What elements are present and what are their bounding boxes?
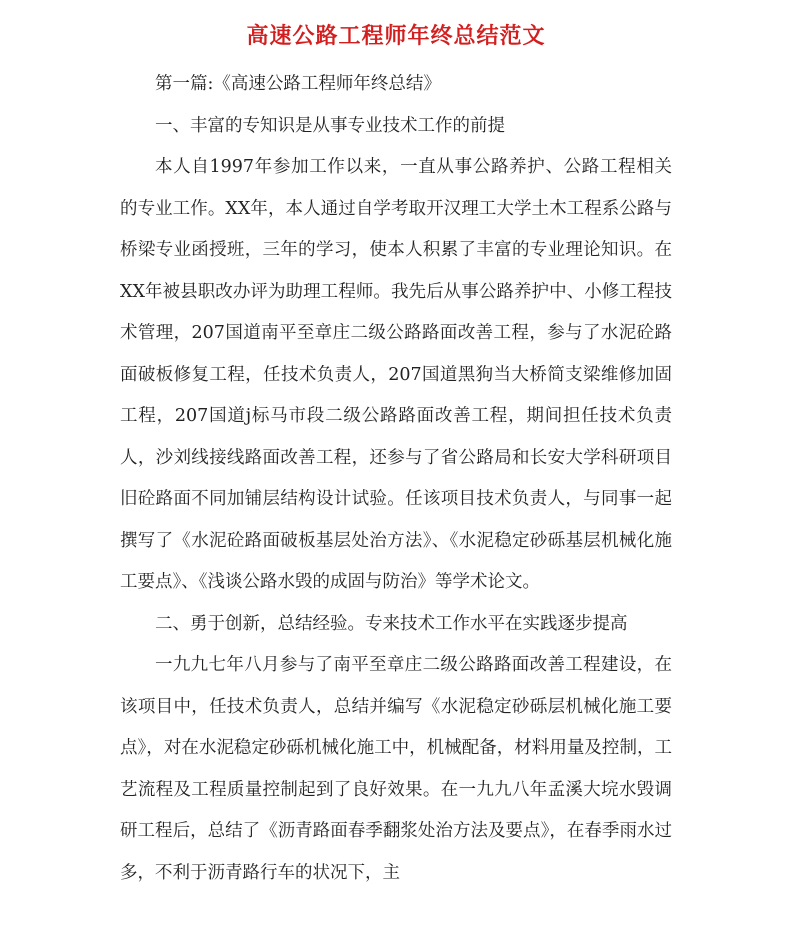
body-paragraph-2: 一九九七年八月参与了南平至章庄二级公路路面改善工程建设，在该项目中，任技术负责人，总结并编写《水泥稳定砂砾层机械化施工要点》，对在水泥稳定砂砾机械化施工中，机械配备，材料用量及控制，工艺流程及工程质量控制起到了良好效果。在一九九八年孟溪大垸水毁调研工程后，总结了《沥青路面春季翻浆处治方法及要点》，在春季雨水过多，不利于沥青路行车的状况下，主 xyxy=(120,655,672,883)
body-paragraph-1: 本人自1997年参加工作以来，一直从事公路养护、公路工程相关的专业工作。XX年，本人通过自学考取开汉理工大学土木工程系公路与桥梁专业函授班，三年的学习，使本人积累了丰富的专业理论知识。在XX年被县职改办评为助理工程师。我先后从事公路养护中、小修工程技术管理，207国道南平至章庄二级公路路面改善工程，参与了水泥砼路面破板修复工程，任技术负责人，207国道黑狗当大桥简支梁维修加固工程，207国道j标马市段二级公路路面改善工程，期间担任技术负责人，沙刘线接线路面改善工程，还参与了省公路局和长安大学科研项目旧砼路面不同加铺层结构设计试验。任该项目技术负责人，与同事一起撰写了《水泥砼路面破板基层处治方法》、《水泥稳定砂砾基层机械化施工要点》、《浅谈公路水毁的成固与防治》等学术论文。 xyxy=(120,157,672,592)
article-heading: 第一篇:《高速公路工程师年终总结》 xyxy=(155,74,441,94)
document-title: 高速公路工程师年终总结范文 xyxy=(246,24,546,49)
section-heading-1: 一、丰富的专知识是从事专业技术工作的前提 xyxy=(155,115,505,136)
section-heading-2: 二、勇于创新，总结经验。专来技术工作水平在实践逐步提高 xyxy=(155,613,628,634)
